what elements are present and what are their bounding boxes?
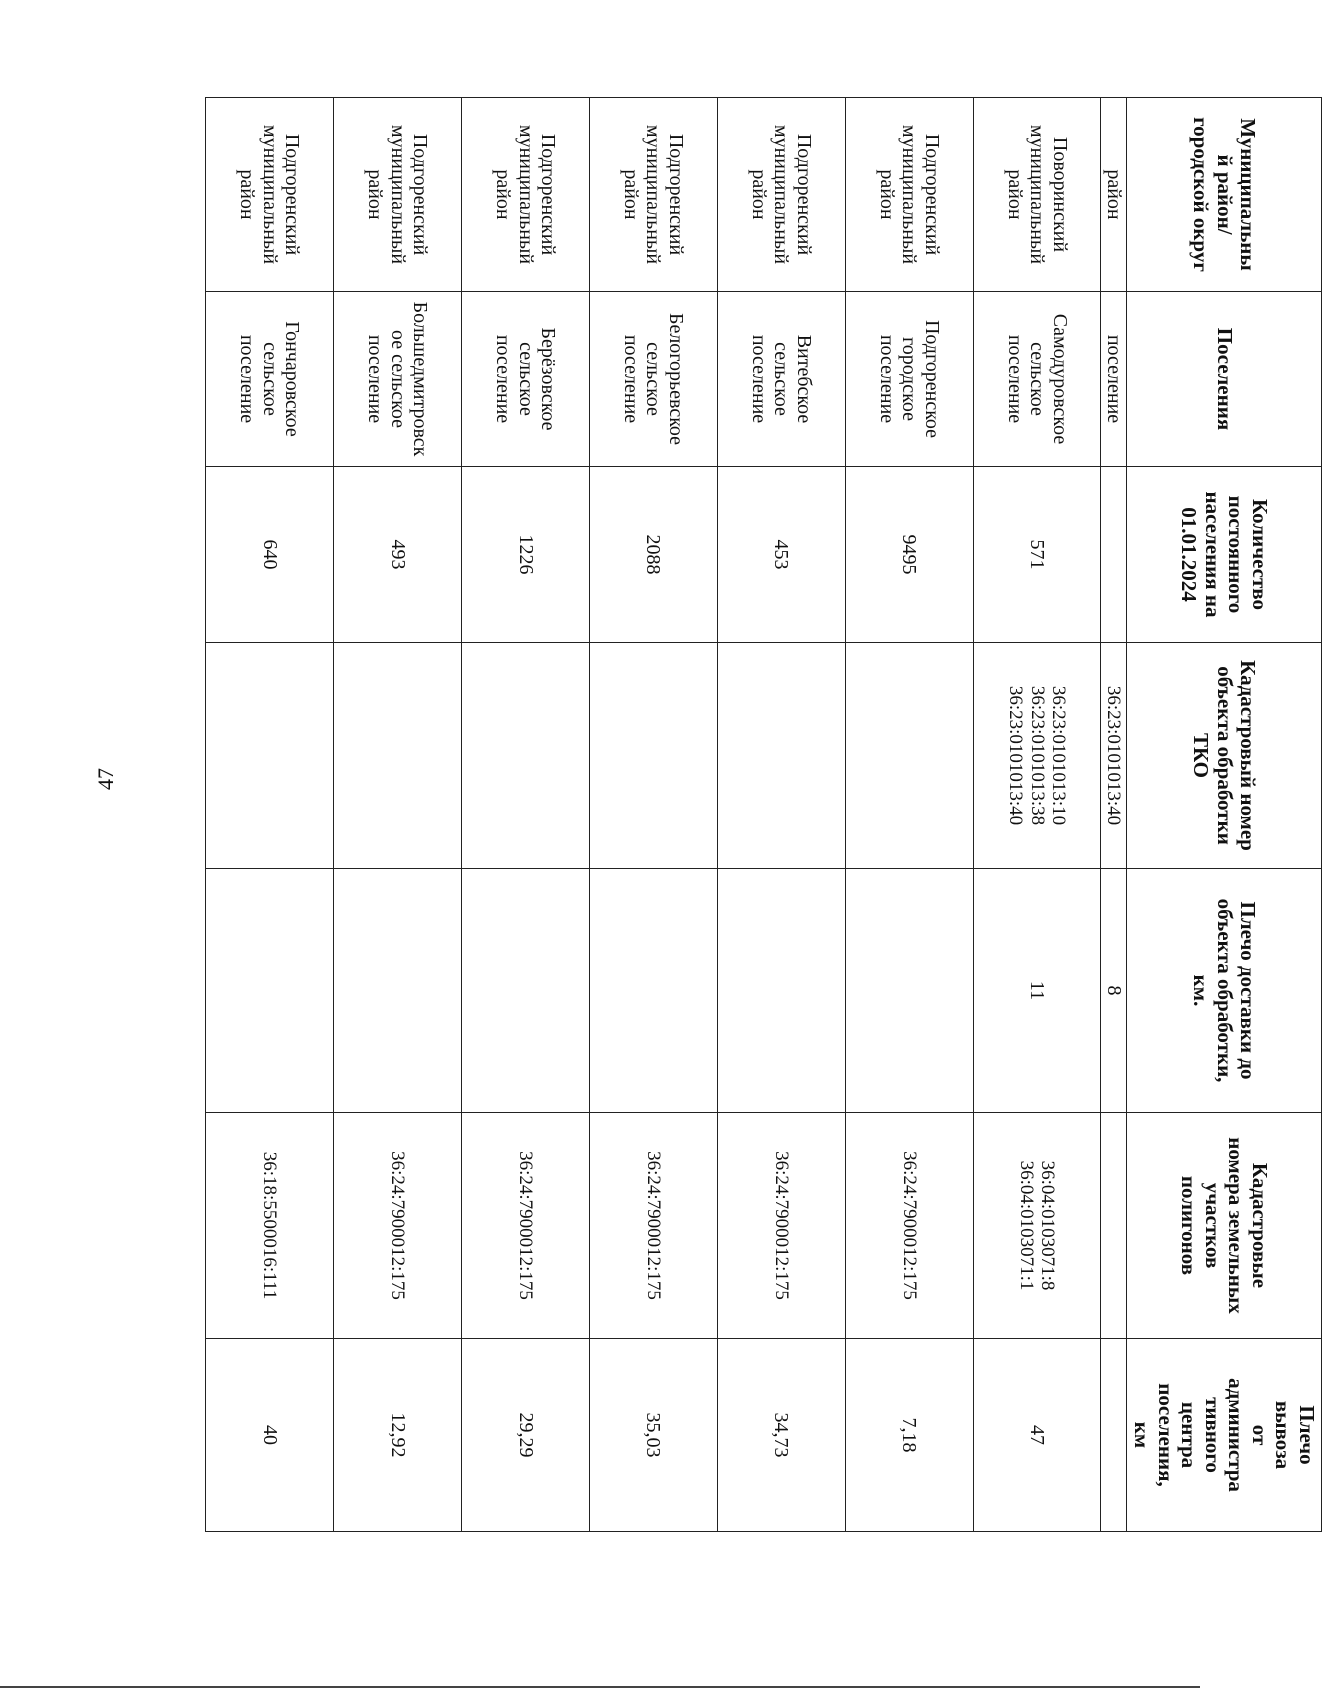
cell-facility-cadastral (461, 643, 589, 869)
cell-municipality: Подгоренский муниципальный район (206, 98, 334, 292)
table-body (206, 98, 1127, 1532)
cell-landfill-cadastral: 36:24:7900012:175 (845, 1113, 973, 1339)
cell-delivery-distance (589, 869, 717, 1113)
cell-delivery-distance (333, 869, 461, 1113)
cell-haul-distance: 12,92 (333, 1339, 461, 1532)
table-row (973, 98, 1101, 1532)
cell-settlement: Гончаровское сельское поселение (206, 292, 334, 467)
cell-municipality: Поворинский муниципальный район (973, 98, 1101, 292)
cell-population: 640 (206, 467, 334, 643)
table-row (717, 98, 845, 1532)
cell-facility-cadastral (589, 643, 717, 869)
cell-delivery-distance (461, 869, 589, 1113)
cell-municipality: Подгоренский муниципальный район (333, 98, 461, 292)
cell-population: 9495 (845, 467, 973, 643)
cell-municipality: Подгоренский муниципальный район (845, 98, 973, 292)
cell-population: 2088 (589, 467, 717, 643)
cell-haul-distance: 34,73 (717, 1339, 845, 1532)
table-row (589, 98, 717, 1532)
cell-municipality: Подгоренский муниципальный район (461, 98, 589, 292)
cell-settlement: Белогорьевское сельское поселение (589, 292, 717, 467)
cell-settlement: поселение (1101, 292, 1126, 467)
cell-population: 453 (717, 467, 845, 643)
cell-landfill-cadastral: 36:18:5500016:111 (206, 1113, 334, 1339)
cell-landfill-cadastral: 36:04:0103071:8 36:04:0103071:1 (973, 1113, 1101, 1339)
cell-population (1101, 467, 1126, 643)
cell-facility-cadastral: 36:23:0101013:40 (1101, 643, 1126, 869)
table-row (845, 98, 973, 1532)
waste-register-table (205, 97, 1322, 1532)
cell-settlement: Самодуровское сельское поселение (973, 292, 1101, 467)
page-number: 47 (93, 768, 118, 790)
cell-population: 1226 (461, 467, 589, 643)
header-row (1126, 98, 1321, 1532)
header-population: Количество постоянного населения на 01.01.2024 (1126, 467, 1321, 643)
table-row (333, 98, 461, 1532)
cell-landfill-cadastral: 36:24:7900012:175 (461, 1113, 589, 1339)
cell-landfill-cadastral (1101, 1113, 1126, 1339)
cell-delivery-distance: 11 (973, 869, 1101, 1113)
cell-delivery-distance (717, 869, 845, 1113)
cell-facility-cadastral (206, 643, 334, 869)
table-row (461, 98, 589, 1532)
cell-facility-cadastral (717, 643, 845, 869)
cell-settlement: Берёзовское сельское поселение (461, 292, 589, 467)
table-row (206, 98, 334, 1532)
cell-facility-cadastral (845, 643, 973, 869)
cell-landfill-cadastral: 36:24:7900012:175 (333, 1113, 461, 1339)
cell-landfill-cadastral: 36:24:7900012:175 (717, 1113, 845, 1339)
header-municipality: Муниципальны й район/ городской округ (1126, 98, 1321, 292)
cell-municipality: район (1101, 98, 1126, 292)
cell-haul-distance: 7,18 (845, 1339, 973, 1532)
header-haul-distance: Плечо вывоза от администра тивного центра поселения, км (1126, 1339, 1321, 1532)
cell-population: 571 (973, 467, 1101, 643)
cell-delivery-distance (845, 869, 973, 1113)
cell-settlement: Витебское сельское поселение (717, 292, 845, 467)
cell-facility-cadastral (333, 643, 461, 869)
page-bottom-edge (0, 1686, 1200, 1688)
cell-haul-distance: 47 (973, 1339, 1101, 1532)
cell-haul-distance: 35,03 (589, 1339, 717, 1532)
cell-municipality: Подгоренский муниципальный район (589, 98, 717, 292)
header-landfill-cadastral: Кадастровые номера земельных участков полигонов (1126, 1113, 1321, 1339)
header-settlement: Поселения (1126, 292, 1321, 467)
cell-haul-distance: 29,29 (461, 1339, 589, 1532)
cell-landfill-cadastral: 36:24:7900012:175 (589, 1113, 717, 1339)
cell-population: 493 (333, 467, 461, 643)
rotated-table-container (205, 97, 1322, 1531)
cell-haul-distance: 40 (206, 1339, 334, 1532)
cell-settlement: Большедмитровск ое сельское поселение (333, 292, 461, 467)
cell-delivery-distance (206, 869, 334, 1113)
cell-facility-cadastral: 36:23:0101013:10 36:23:0101013:38 36:23:0101013:40 (973, 643, 1101, 869)
cell-municipality: Подгоренский муниципальный район (717, 98, 845, 292)
continuation-row (1101, 98, 1126, 1532)
header-delivery-distance: Плечо доставки до объекта обработки, км. (1126, 869, 1321, 1113)
cell-haul-distance (1101, 1339, 1126, 1532)
cell-delivery-distance: 8 (1101, 869, 1126, 1113)
cell-settlement: Подгоренское городское поселение (845, 292, 973, 467)
header-facility-cadastral: Кадастровый номер объекта обработки ТКО (1126, 643, 1321, 869)
